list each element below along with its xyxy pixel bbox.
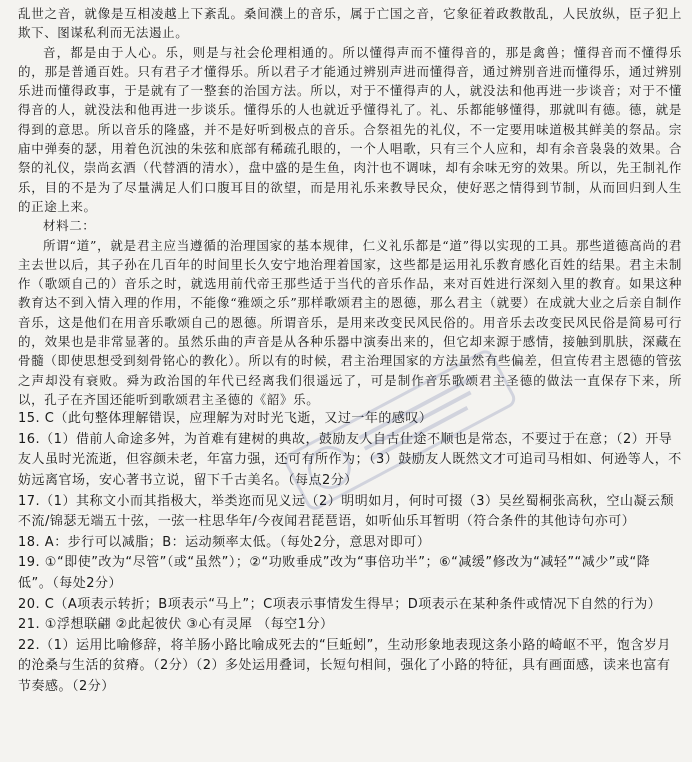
material-two-paragraph: 所谓“道”，就是君主应当遵循的治理国家的基本规律，仁义礼乐都是“道”得以实现的工具。那些道德高尚的君主去世以后，其子孙在几百年的时间里长久安宁地治理着国家，这些都是运用礼乐教育感化百姓的结果。君主未制作（歌颂自己的）音乐之时，就选用前代帝王那些适于当代的音乐作品，来对百姓进行深刻入里的教育。如果这种教育达不到入情入理的作用，不能像“雅颂之乐”那样歌颂君主的恩德，那么君主（就要）在成就大业之后亲自制作音乐，这是他们在用音乐歌颂自己的恩德。所谓音乐，是用来改变民风民俗的。用音乐去改变民风民俗是简易可行的，效果也是非常显著的。虽然乐曲的声音是从各种乐器中演奏出来的，但它却来源于感情，接触到肌肤，深藏在骨髓（即使思想受到刻骨铭心的教化）。所以有的时候，君主治理国家的方法虽然有些偏差，但宣传君主恩德的管弦之声却没有衰败。舜为政治国的年代已经离我们很遥远了，可是制作音乐歌颂君主圣德的做法一直保存下来，所以，孔子在齐国还能听到歌颂君主圣德的《韶》乐。: [18, 237, 682, 407]
material-two-heading: 材料二：: [43, 218, 96, 234]
material-two: [18, 216, 682, 409]
answer-list: [18, 409, 682, 697]
answer-20: 20. C（A项表示转折；B项表示“马上”；C项表示事情发生得早；D项表示在某种条件或情况下自然的行为）: [18, 596, 662, 612]
material-one-paragraph-1: 乱世之音，就像是互相凌越上下紊乱。桑间濮上的音乐，属于亡国之音，它象征着政教散乱，人民放纵，臣子犯上欺下、图谋私利而无法遏止。: [18, 6, 682, 41]
answer-22: 22.（1）运用比喻修辞，将羊肠小路比喻成死去的“巨蚯蚓”，生动形象地表现这条小路的崎岖不平，饱含岁月的沧桑与生活的贫瘠。（2分）（2）多处运用叠词，长短句相间，强化了小路的特征，具有画面感，读来也富有节奏感。（2分）: [18, 637, 671, 694]
answer-16: 16.（1）借前人命途多舛，为首难有建树的典故，鼓励友人自古仕途不顺也是常态，不要过于在意；（2）开导友人虽时光流逝，但容颜未老，年富力强，还可有所作为；（3）鼓励友人既然文才可追司马相如、何逊等人，不妨远离官场，安心著书立说，留下千古美名。（每点2分）: [18, 431, 682, 489]
material-one-paragraph-2: 音，都是由于人心。乐，则是与社会伦理相通的。所以懂得声而不懂得音的，那是禽兽；懂得音而不懂得乐的，那是普通百姓。只有君子才懂得乐。所以君子才能通过辨别声进而懂得音，通过辨别音进而懂得乐，通过辨别乐进而懂得政事，于是就有了一整套的治国方法。所以，对于不懂得声的人，就没法和他再进一步谈音；对于不懂得音的人，就没法和他再进一步谈乐。懂得乐的人也就近乎懂得礼了。礼、乐都能够懂得，那就叫有德。德，就是得到的意思。所以音乐的隆盛，并不是好听到极点的音乐。合祭祖先的礼仪，不一定要用味道极其鲜美的祭品。宗庙中弹奏的瑟，用着色沉浊的朱弦和底部有稀疏孔眼的，一个人唱歌，只有三个人应和，却有余音袅袅的效果。合祭的礼仪，崇尚玄酒（代替酒的清水），盘中盛的是生鱼，肉汁也不调味，却有余味无穷的效果。所以，先王制礼作乐，目的不是为了尽量满足人们口腹耳目的欲望，而是用礼乐来教导民众，使好恶之情得到节制，从而回归到人生的正途上来。: [18, 44, 682, 214]
answer-18: 18. A：步行可以减脂；B：运动频率太低。（每处2分，意思对即可）: [18, 534, 431, 550]
material-one: [18, 4, 682, 216]
answer-19: 19. ①“即使”改为“尽管”（或“虽然”）；②“功败垂成”改为“事倍功半”；⑥“减缓”修改为“减轻”“减少”或“降低”。（每处2分）: [18, 555, 651, 591]
answer-15: 15. C（此句整体理解错误，应理解为对时光飞逝，又过一年的感叹）: [18, 411, 433, 427]
answer-21: 21. ①浮想联翩 ②此起彼伏 ③心有灵犀 （每空1分）: [18, 617, 334, 633]
answer-17: 17.（1）其称文小而其指极大，举类迩而见义远（2）明明如月，何时可掇（3）吴丝蜀桐张高秋，空山凝云颓不流/锦瑟无端五十弦，一弦一柱思华年/今夜闻君琵琶语，如听仙乐耳暂明（符合条件的其他诗句亦可）: [18, 493, 674, 530]
